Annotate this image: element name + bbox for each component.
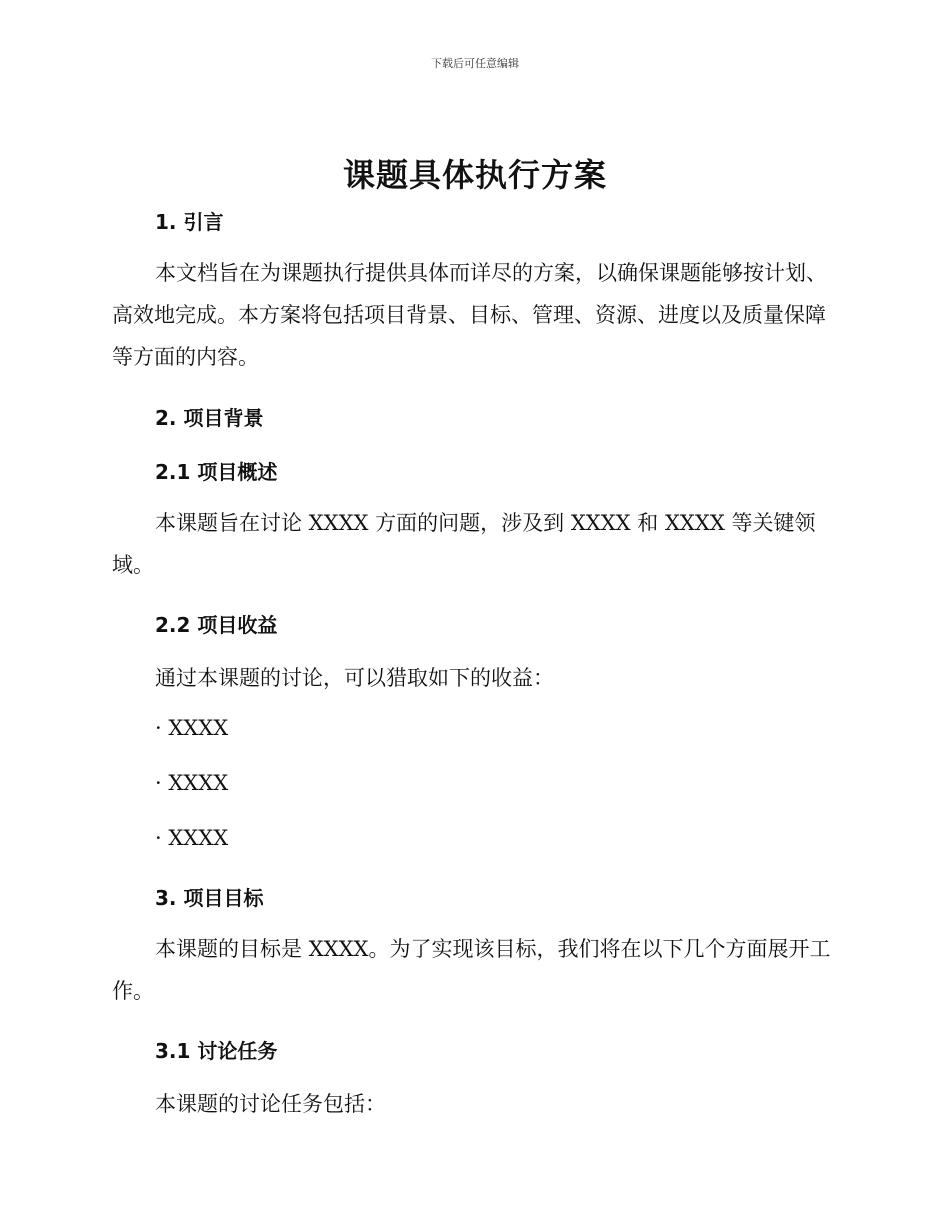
section-3-heading: 3. 项目目标 <box>155 886 264 910</box>
page-header: 下载后可任意编辑 <box>431 57 519 70</box>
section-2-1-paragraph: 本课题旨在讨论 XXXX 方面的问题，涉及到 XXXX 和 XXXX 等关键领域。 <box>112 511 816 577</box>
section-1-heading: 1. 引言 <box>155 210 224 234</box>
benefit-item: · XXXX <box>155 771 229 795</box>
section-3-paragraph: 本课题的目标是 XXXX。为了实现该目标，我们将在以下几个方面展开工作。 <box>112 937 831 1003</box>
section-3-1-heading: 3.1 讨论任务 <box>155 1039 278 1063</box>
section-1-paragraph: 本文档旨在为课题执行提供具体而详尽的方案，以确保课题能够按计划、高效地完成。本方案将包括项目背景、目标、管理、资源、进度以及质量保障等方面的内容。 <box>112 261 827 369</box>
section-2-heading: 2. 项目背景 <box>155 406 264 430</box>
benefit-item: · XXXX <box>155 716 229 740</box>
benefit-item: · XXXX <box>155 826 229 850</box>
section-2-2-intro: 通过本课题的讨论，可以猎取如下的收益： <box>155 666 554 690</box>
section-2-1-heading: 2.1 项目概述 <box>155 460 278 484</box>
page-title: 课题具体执行方案 <box>342 156 607 194</box>
section-2-2-heading: 2.2 项目收益 <box>155 613 278 637</box>
section-3-1-intro: 本课题的讨论任务包括： <box>155 1092 386 1116</box>
